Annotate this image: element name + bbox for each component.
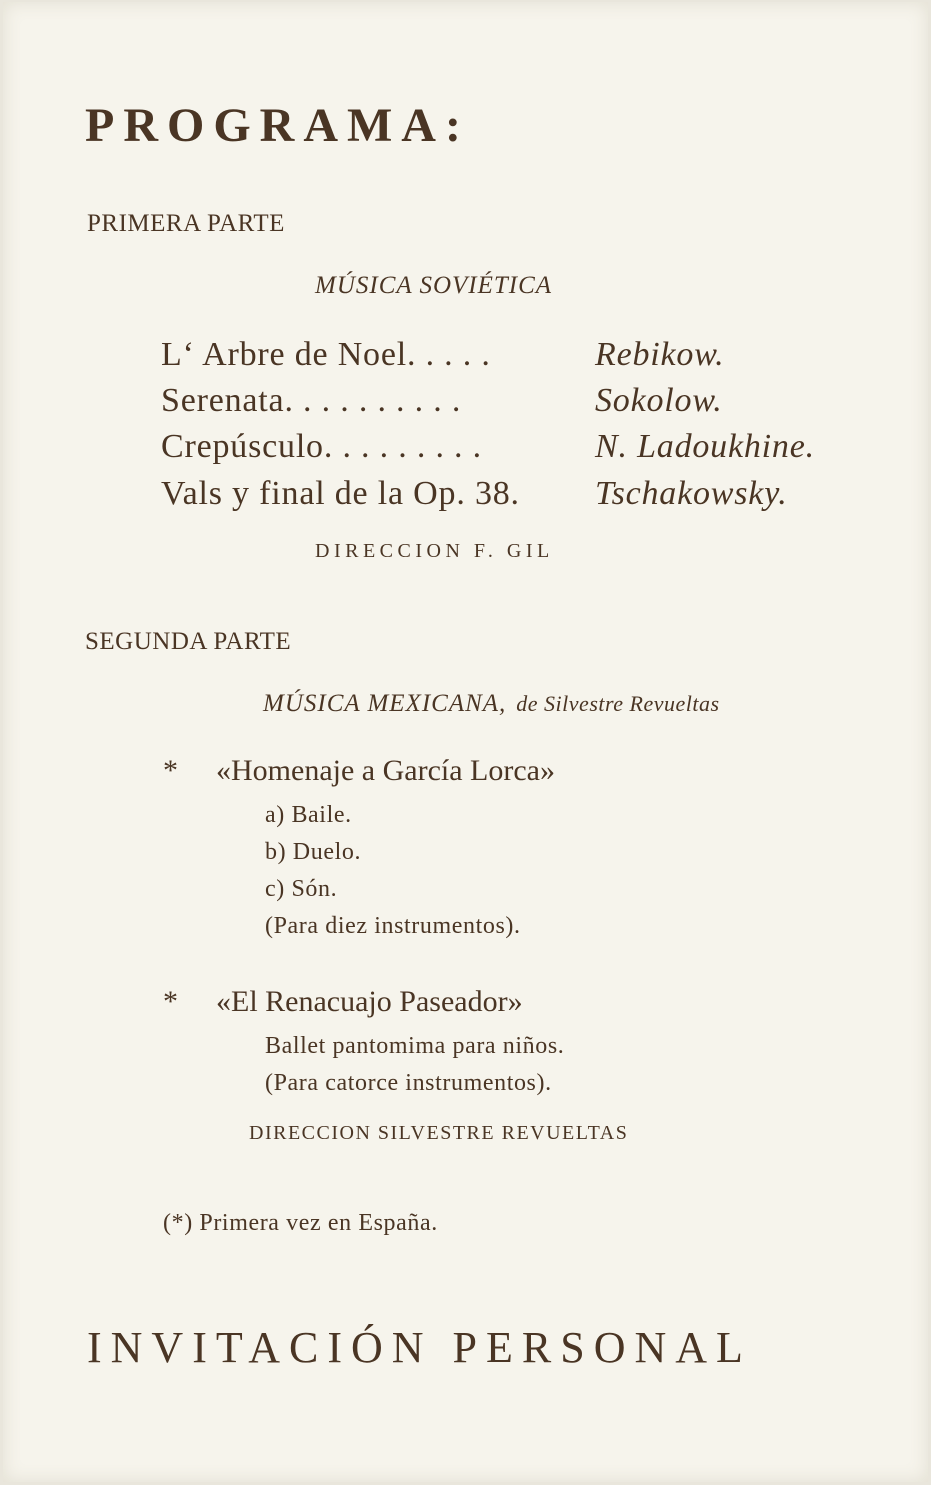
- work-title: Vals y final de la Op. 38.: [161, 475, 520, 512]
- piece2-note: (Para catorce instrumentos).: [265, 1070, 552, 1096]
- part2-heading: SEGUNDA PARTE: [85, 628, 292, 655]
- work-composer: Rebikow.: [595, 336, 725, 373]
- work-row: [161, 475, 861, 519]
- work-title: Crepúsculo. . . . . . . . .: [161, 428, 482, 465]
- part2-director: DIRECCION SILVESTRE REVUELTAS: [249, 1122, 629, 1144]
- premiere-asterisk: *: [163, 754, 178, 787]
- work-row: [161, 382, 861, 426]
- part2-subtitle-composer: de Silvestre Revueltas: [516, 691, 720, 716]
- movement-item: a) Baile.: [265, 802, 352, 828]
- work-composer: N. Ladoukhine.: [595, 428, 815, 465]
- movement-item: c) Són.: [265, 876, 338, 902]
- work-title: L‘ Arbre de Noel. . . . .: [161, 336, 491, 373]
- program-card: [3, 2, 928, 1482]
- program-title: PROGRAMA:: [85, 99, 470, 152]
- part1-heading: PRIMERA PARTE: [87, 210, 285, 237]
- part2-subtitle: [263, 690, 720, 718]
- movement-item: b) Duelo.: [265, 839, 362, 865]
- part1-subtitle: MÚSICA SOVIÉTICA: [315, 272, 553, 299]
- premiere-footnote: (*) Primera vez en España.: [163, 1210, 438, 1236]
- part2-subtitle-main: MÚSICA MEXICANA,: [263, 690, 507, 717]
- work-row: [161, 428, 861, 472]
- work-composer: Sokolow.: [595, 382, 723, 419]
- piece2-description: Ballet pantomima para niños.: [265, 1033, 565, 1059]
- part1-director: DIRECCION F. GIL: [315, 540, 554, 562]
- work-row: [161, 336, 861, 380]
- piece2-title: «El Renacuajo Paseador»: [216, 985, 523, 1018]
- invitation-footer: INVITACIÓN PERSONAL: [87, 1323, 752, 1372]
- piece1-note: (Para diez instrumentos).: [265, 913, 521, 939]
- premiere-asterisk: *: [163, 985, 178, 1018]
- work-title: Serenata. . . . . . . . . .: [161, 382, 462, 419]
- work-composer: Tschakowsky.: [595, 475, 788, 512]
- piece1-title: «Homenaje a García Lorca»: [216, 754, 555, 787]
